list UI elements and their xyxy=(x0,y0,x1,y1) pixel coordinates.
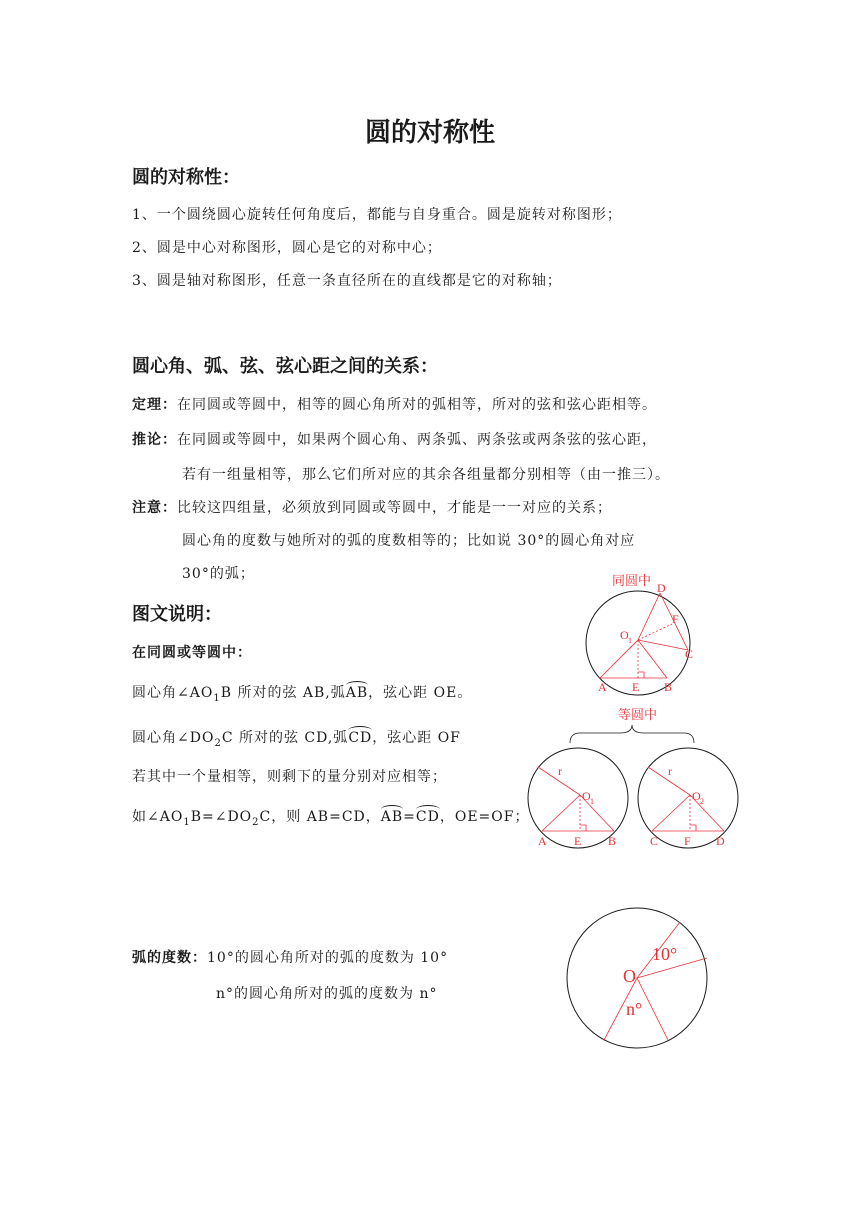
svg-text:O: O xyxy=(692,789,701,803)
page-title: 圆的对称性 xyxy=(364,118,495,148)
degree-circle-figure xyxy=(560,900,720,1055)
note-line-3: 30°的弧； xyxy=(182,566,255,582)
svg-text:n°: n° xyxy=(626,999,643,1019)
section-heading-relations: 圆心角、弧、弦、弦心距之间的关系： xyxy=(132,356,438,377)
svg-text:O: O xyxy=(620,628,629,642)
symmetry-item-1: 1、一个圆绕圆心旋转任何角度后，都能与自身重合。圆是旋转对称图形； xyxy=(132,207,622,223)
caption-equal-circles: 等圆中 xyxy=(618,707,658,722)
arc-degree-line-2: n°的圆心角所对的弧的度数为 n° xyxy=(216,986,438,1002)
symmetry-item-2: 2、圆是中心对称图形，圆心是它的对称中心； xyxy=(132,240,442,256)
illustration-line-1: 圆心角$\angle AO_1B$ 所对的弦 AB,弧AB，弦心距 OE。 xyxy=(132,685,473,704)
svg-text:B: B xyxy=(664,680,673,694)
svg-text:A: A xyxy=(598,680,607,694)
svg-text:F: F xyxy=(672,612,679,626)
symmetry-item-3: 3、圆是轴对称图形，任意一条直径所在的直线都是它的对称轴； xyxy=(132,273,562,289)
corollary-label: 推论： xyxy=(132,432,177,448)
corollary-line-1: 在同圆或等圆中，如果两个圆心角、两条弧、两条弦或两条弦的弦心距， xyxy=(177,432,657,448)
illustration-line-3: 若其中一个量相等，则剩下的量分别对应相等； xyxy=(132,769,447,785)
theorem-label: 定理： xyxy=(132,397,177,413)
theorem-text: 在同圆或等圆中，相等的圆心角所对的弧相等，所对的弦和弦心距相等。 xyxy=(177,397,657,413)
svg-text:B: B xyxy=(608,834,617,848)
arc-degree-label: 弧的度数： xyxy=(132,950,207,966)
note-label: 注意： xyxy=(132,500,177,516)
equal-circles-figure xyxy=(520,703,750,853)
arc-ab-symbol: AB xyxy=(345,685,369,701)
svg-text:C: C xyxy=(685,647,694,661)
svg-text:1: 1 xyxy=(628,636,632,645)
svg-text:1: 1 xyxy=(590,797,594,806)
svg-text:r: r xyxy=(668,764,672,778)
illustration-line-4: 如$\angle AO_1B=\angle DO_2C$，则 AB=CD，AB=CD，OE=OF； xyxy=(132,809,530,828)
note-line-1: 比较这四组量，必须放到同圆或等圆中，才能是一一对应的关系； xyxy=(177,500,612,516)
svg-text:E: E xyxy=(574,834,582,848)
svg-text:D: D xyxy=(657,581,666,595)
caption-same-circle: 同圆中 xyxy=(612,573,652,588)
section-heading-illustration: 图文说明： xyxy=(132,604,222,625)
svg-text:10°: 10° xyxy=(652,944,678,964)
corollary xyxy=(132,429,657,449)
svg-text:C: C xyxy=(650,834,659,848)
svg-text:O: O xyxy=(582,789,591,803)
illustration-line-2: 圆心角$\angle DO_2C$ 所对的弦 CD,弧CD，弦心距 OF xyxy=(132,730,461,749)
arc-cd-symbol: CD xyxy=(348,730,373,746)
note xyxy=(132,497,612,517)
arc-degree-line-1: 弧的度数：10°的圆心角所对的弧的度数为 10° xyxy=(132,950,449,966)
corollary-line-2: 若有一组量相等，那么它们所对应的其余各组量都分别相等（由一推三）。 xyxy=(182,467,670,483)
same-circle-figure xyxy=(580,568,720,698)
svg-text:F: F xyxy=(684,834,691,848)
svg-text:E: E xyxy=(632,680,640,694)
note-line-2: 圆心角的度数与她所对的弧的度数相等的；比如说 30°的圆心角对应 xyxy=(182,533,636,549)
svg-text:A: A xyxy=(538,834,547,848)
theorem xyxy=(132,394,657,414)
subheading-same-circle: 在同圆或等圆中： xyxy=(132,645,252,661)
svg-text:D: D xyxy=(716,834,725,848)
svg-text:O: O xyxy=(623,966,636,986)
svg-text:r: r xyxy=(558,764,562,778)
section-heading-symmetry: 圆的对称性： xyxy=(132,167,240,188)
svg-text:2: 2 xyxy=(700,797,704,806)
